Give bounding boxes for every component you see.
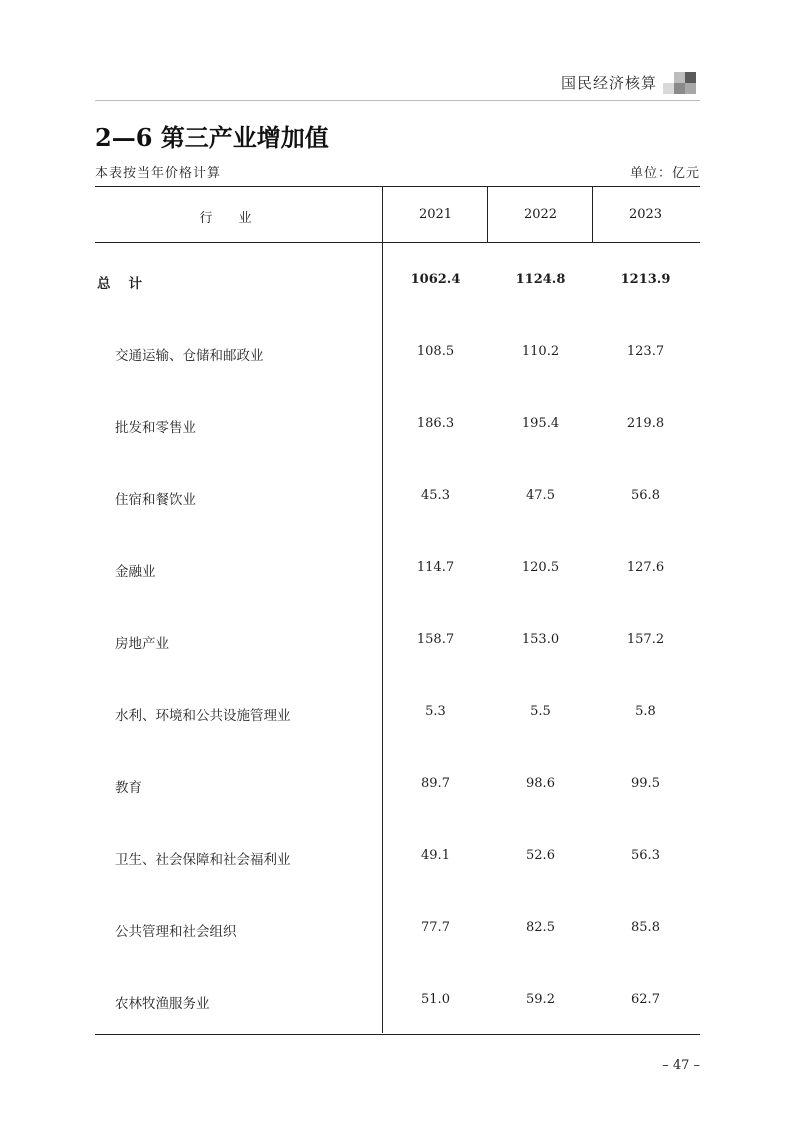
header-rule <box>95 100 700 101</box>
row-value: 98.6 <box>526 776 555 791</box>
row-value: 59.2 <box>526 992 555 1007</box>
running-head <box>0 70 805 94</box>
header-bottom-rule <box>95 242 700 243</box>
row-label: 农林牧渔服务业 <box>115 996 210 1012</box>
row-value: 195.4 <box>521 416 560 431</box>
total-value: 1124.8 <box>515 272 566 287</box>
column-header-industry: 行业 <box>199 211 278 226</box>
row-value: 108.5 <box>416 344 455 359</box>
row-value: 77.7 <box>421 920 450 935</box>
page-number: – 47 – <box>662 1058 700 1073</box>
row-label: 卫生、社会保障和社会福利业 <box>115 852 291 868</box>
row-label: 公共管理和社会组织 <box>115 924 237 940</box>
row-value: 62.7 <box>631 992 660 1007</box>
table-divider <box>382 187 383 1033</box>
column-header-year: 2021 <box>418 207 453 222</box>
row-value: 47.5 <box>526 488 555 503</box>
row-value: 5.3 <box>425 704 446 719</box>
row-value: 123.7 <box>626 344 665 359</box>
row-value: 114.7 <box>416 560 455 575</box>
row-label: 交通运输、仓储和邮政业 <box>115 348 264 364</box>
header-decoration-squares <box>663 72 697 94</box>
price-basis-note: 本表按当年价格计算 <box>95 166 222 181</box>
row-value: 186.3 <box>416 416 455 431</box>
row-value: 158.7 <box>416 632 455 647</box>
unit-note: 单位：亿元 <box>629 166 700 181</box>
row-value: 99.5 <box>631 776 660 791</box>
row-value: 85.8 <box>631 920 660 935</box>
row-label: 教育 <box>115 780 142 796</box>
row-value: 89.7 <box>421 776 450 791</box>
row-label: 水利、环境和公共设施管理业 <box>115 708 291 724</box>
row-value: 52.6 <box>526 848 555 863</box>
row-value: 5.5 <box>530 704 551 719</box>
row-value: 5.8 <box>635 704 656 719</box>
total-value: 1213.9 <box>620 272 671 287</box>
column-header-year: 2023 <box>628 207 663 222</box>
total-value: 1062.4 <box>410 272 461 287</box>
row-value: 127.6 <box>626 560 665 575</box>
row-label: 房地产业 <box>115 636 169 652</box>
row-value: 120.5 <box>521 560 560 575</box>
row-label: 金融业 <box>115 564 156 580</box>
column-header-year: 2022 <box>523 207 558 222</box>
row-label: 住宿和餐饮业 <box>115 492 196 508</box>
row-value: 56.8 <box>631 488 660 503</box>
row-value: 51.0 <box>421 992 450 1007</box>
tertiary-industry-table <box>95 186 700 1035</box>
total-row-label: 总计 <box>97 276 160 292</box>
row-value: 153.0 <box>521 632 560 647</box>
row-value: 49.1 <box>421 848 450 863</box>
row-label: 批发和零售业 <box>115 420 196 436</box>
row-value: 219.8 <box>626 416 665 431</box>
row-value: 45.3 <box>421 488 450 503</box>
table-title: 2—6 第三产业增加值 <box>95 123 329 152</box>
row-value: 157.2 <box>626 632 665 647</box>
row-value: 82.5 <box>526 920 555 935</box>
row-value: 56.3 <box>631 848 660 863</box>
running-head-title: 国民经济核算 <box>560 74 657 92</box>
row-value: 110.2 <box>521 344 560 359</box>
